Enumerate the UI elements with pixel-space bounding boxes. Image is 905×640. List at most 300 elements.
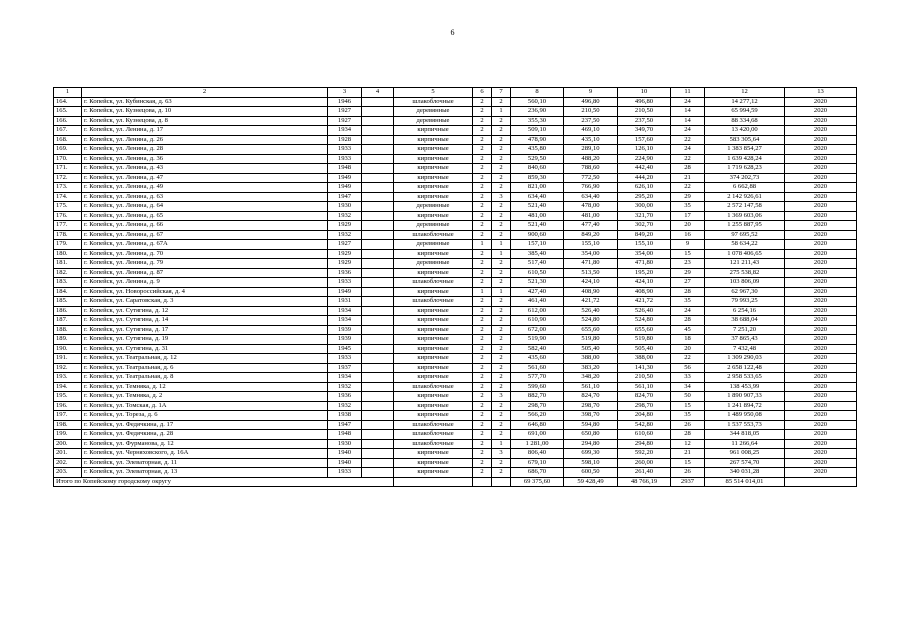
cell-total-area: 461,40 bbox=[511, 297, 564, 307]
cell-address: г. Копейск, ул. Элеваторная, д. 11 bbox=[82, 458, 328, 468]
cell-residents: 45 bbox=[671, 325, 705, 335]
cell-residents: 16 bbox=[671, 230, 705, 240]
cell-cost: 2 572 147,58 bbox=[705, 202, 785, 212]
cell-cost: 374 202,73 bbox=[705, 173, 785, 183]
column-header: 12 bbox=[705, 88, 785, 98]
cell-year-planned: 2020 bbox=[785, 363, 857, 373]
total-area-sum: 69 375,60 bbox=[511, 477, 564, 487]
cell-year-built: 1938 bbox=[328, 411, 362, 421]
cell-entrances: 2 bbox=[492, 145, 511, 155]
cell-year-built: 1933 bbox=[328, 154, 362, 164]
cell-row-number: 169. bbox=[54, 145, 82, 155]
cell-year-planned: 2020 bbox=[785, 439, 857, 449]
cell-year-planned: 2020 bbox=[785, 382, 857, 392]
cell-cost: 2 142 926,61 bbox=[705, 192, 785, 202]
cell-floors: 2 bbox=[473, 382, 492, 392]
cell-residents: 14 bbox=[671, 107, 705, 117]
cell-year-planned: 2020 bbox=[785, 411, 857, 421]
cell-entrances: 2 bbox=[492, 183, 511, 193]
cell-entrances: 2 bbox=[492, 278, 511, 288]
cell-wall-material: кирпичные bbox=[394, 325, 473, 335]
cell-col-4 bbox=[362, 335, 394, 345]
cell-living-area: 294,80 bbox=[564, 439, 618, 449]
cell-cost: 1 255 887,95 bbox=[705, 221, 785, 231]
table-row bbox=[54, 259, 857, 269]
cell-living-area: 594,80 bbox=[564, 420, 618, 430]
cell-cost: 138 453,99 bbox=[705, 382, 785, 392]
cell-residents: 15 bbox=[671, 458, 705, 468]
cell-year-planned: 2020 bbox=[785, 430, 857, 440]
cell-residents: 26 bbox=[671, 468, 705, 478]
cell-living-area: 421,72 bbox=[564, 297, 618, 307]
cell-entrances: 2 bbox=[492, 401, 511, 411]
cell-residential-area: 155,10 bbox=[618, 240, 671, 250]
cell-residential-area: 261,40 bbox=[618, 468, 671, 478]
cell-wall-material: деревянные bbox=[394, 240, 473, 250]
cell-row-number: 179. bbox=[54, 240, 82, 250]
cell-year-built: 1933 bbox=[328, 278, 362, 288]
cell-row-number: 192. bbox=[54, 363, 82, 373]
cell-year-built: 1929 bbox=[328, 221, 362, 231]
cell-wall-material: кирпичные bbox=[394, 344, 473, 354]
table-row bbox=[54, 278, 857, 288]
table-row bbox=[54, 411, 857, 421]
table-row bbox=[54, 439, 857, 449]
cell-row-number: 168. bbox=[54, 135, 82, 145]
cell-row-number: 185. bbox=[54, 297, 82, 307]
cell-residents: 24 bbox=[671, 97, 705, 107]
cell-year-built: 1934 bbox=[328, 306, 362, 316]
table-row bbox=[54, 401, 857, 411]
cell-living-area: 354,00 bbox=[564, 249, 618, 259]
cell-entrances: 2 bbox=[492, 154, 511, 164]
cell-cost: 583 305,64 bbox=[705, 135, 785, 145]
cell-year-built: 1949 bbox=[328, 173, 362, 183]
cell-living-area: 655,60 bbox=[564, 325, 618, 335]
cell-col-4 bbox=[362, 221, 394, 231]
cell-residential-area: 300,00 bbox=[618, 202, 671, 212]
cell-residential-area: 302,70 bbox=[618, 221, 671, 231]
cell-total-area: 481,00 bbox=[511, 211, 564, 221]
cell-residents: 9 bbox=[671, 240, 705, 250]
cell-year-built: 1933 bbox=[328, 145, 362, 155]
cell-entrances: 2 bbox=[492, 202, 511, 212]
cell-address: г. Копейск, ул. Ленина, д. 63 bbox=[82, 192, 328, 202]
cell-year-planned: 2020 bbox=[785, 173, 857, 183]
cell-residents: 29 bbox=[671, 192, 705, 202]
cell-col-4 bbox=[362, 449, 394, 459]
cell-address: г. Копейск, ул. Новороссийская, д. 4 bbox=[82, 287, 328, 297]
cell-living-area: 237,50 bbox=[564, 116, 618, 126]
cell-residential-area: 354,00 bbox=[618, 249, 671, 259]
cell-entrances: 2 bbox=[492, 420, 511, 430]
cell-total-area: 236,90 bbox=[511, 107, 564, 117]
cell-wall-material: кирпичные bbox=[394, 287, 473, 297]
cell-total-area: 686,70 bbox=[511, 468, 564, 478]
cell-residential-area: 424,10 bbox=[618, 278, 671, 288]
cell-row-number: 198. bbox=[54, 420, 82, 430]
cell-total-area: 691,00 bbox=[511, 430, 564, 440]
cell-entrances: 2 bbox=[492, 354, 511, 364]
cell-entrances: 2 bbox=[492, 458, 511, 468]
cell-year-built: 1930 bbox=[328, 202, 362, 212]
cell-row-number: 186. bbox=[54, 306, 82, 316]
cell-year-planned: 2020 bbox=[785, 325, 857, 335]
table-row bbox=[54, 354, 857, 364]
cell-residential-area: 524,80 bbox=[618, 316, 671, 326]
cell-col-4 bbox=[362, 135, 394, 145]
cell-col-4 bbox=[362, 126, 394, 136]
cell-living-area: 824,70 bbox=[564, 392, 618, 402]
cell-entrances: 2 bbox=[492, 382, 511, 392]
cell-living-area: 788,60 bbox=[564, 164, 618, 174]
cell-residents: 24 bbox=[671, 306, 705, 316]
cell-year-built: 1932 bbox=[328, 382, 362, 392]
page-number: 6 bbox=[450, 28, 455, 37]
cell-address: г. Копейск, ул. Ленина, д. 66 bbox=[82, 221, 328, 231]
cell-cost: 7 432,48 bbox=[705, 344, 785, 354]
column-header: 3 bbox=[328, 88, 362, 98]
cell-year-planned: 2020 bbox=[785, 449, 857, 459]
cell-residents: 17 bbox=[671, 211, 705, 221]
cell-floors: 2 bbox=[473, 135, 492, 145]
cell-floors: 2 bbox=[473, 430, 492, 440]
cell-year-planned: 2020 bbox=[785, 420, 857, 430]
cell-year-planned: 2020 bbox=[785, 401, 857, 411]
cell-address: г. Копейск, ул. Ленина, д. 87 bbox=[82, 268, 328, 278]
column-header: 6 bbox=[473, 88, 492, 98]
cell-wall-material: кирпичные bbox=[394, 306, 473, 316]
cell-entrances: 2 bbox=[492, 335, 511, 345]
cell-year-built: 1936 bbox=[328, 268, 362, 278]
cell-residential-area: 224,90 bbox=[618, 154, 671, 164]
cell-entrances: 2 bbox=[492, 221, 511, 231]
cell-cost: 2 658 122,48 bbox=[705, 363, 785, 373]
cell-total-area: 521,40 bbox=[511, 221, 564, 231]
cell-cost: 1 537 553,73 bbox=[705, 420, 785, 430]
cell-col-4 bbox=[362, 202, 394, 212]
cell-residential-area: 260,00 bbox=[618, 458, 671, 468]
cell-col-4 bbox=[362, 297, 394, 307]
table-row bbox=[54, 240, 857, 250]
cell-total-area: 509,10 bbox=[511, 126, 564, 136]
table-row bbox=[54, 97, 857, 107]
cell-address: г. Копейск, ул. Ленина, д. 64 bbox=[82, 202, 328, 212]
cell-floors: 2 bbox=[473, 373, 492, 383]
cell-year-built: 1934 bbox=[328, 126, 362, 136]
cell-year-built: 1928 bbox=[328, 135, 362, 145]
cell-entrances: 2 bbox=[492, 230, 511, 240]
cell-year-built: 1927 bbox=[328, 116, 362, 126]
cell-row-number: 180. bbox=[54, 249, 82, 259]
cell-year-planned: 2020 bbox=[785, 145, 857, 155]
cell-address: г. Копейск, ул. Сутягина, д. 12 bbox=[82, 306, 328, 316]
cell-residential-area: 561,10 bbox=[618, 382, 671, 392]
cell-floors: 2 bbox=[473, 145, 492, 155]
cell-floors: 2 bbox=[473, 268, 492, 278]
cell-total-area: 646,80 bbox=[511, 420, 564, 430]
cell-total-area: 610,50 bbox=[511, 268, 564, 278]
cell-cost: 267 574,70 bbox=[705, 458, 785, 468]
cell-wall-material: шлакоблочные bbox=[394, 382, 473, 392]
cell-residents: 35 bbox=[671, 297, 705, 307]
table-row bbox=[54, 154, 857, 164]
table-row bbox=[54, 249, 857, 259]
cell-living-area: 488,20 bbox=[564, 154, 618, 164]
cell-total-area: 435,80 bbox=[511, 145, 564, 155]
cell-address: г. Копейск, ул. Сутягина, д. 31 bbox=[82, 344, 328, 354]
cell-address: г. Копейск, ул. Сутягина, д. 19 bbox=[82, 335, 328, 345]
cell-row-number: 176. bbox=[54, 211, 82, 221]
cell-cost: 1 890 907,33 bbox=[705, 392, 785, 402]
cell-row-number: 184. bbox=[54, 287, 82, 297]
cell-address: г. Копейск, ул. Театральная, д. 6 bbox=[82, 363, 328, 373]
cell-entrances: 2 bbox=[492, 116, 511, 126]
cell-total-area: 529,50 bbox=[511, 154, 564, 164]
cell-living-area: 561,10 bbox=[564, 382, 618, 392]
cell-cost: 65 994,59 bbox=[705, 107, 785, 117]
cell-wall-material: шлакоблочные bbox=[394, 278, 473, 288]
cell-wall-material: деревянные bbox=[394, 107, 473, 117]
cell-residential-area: 655,60 bbox=[618, 325, 671, 335]
cell-residents: 24 bbox=[671, 145, 705, 155]
cell-entrances: 2 bbox=[492, 468, 511, 478]
cell-living-area: 398,70 bbox=[564, 411, 618, 421]
table-row bbox=[54, 344, 857, 354]
cell-floors: 2 bbox=[473, 325, 492, 335]
cell-col-4 bbox=[362, 164, 394, 174]
cell-year-planned: 2020 bbox=[785, 107, 857, 117]
cell-entrances: 2 bbox=[492, 325, 511, 335]
cell-floors: 2 bbox=[473, 411, 492, 421]
cell-address: г. Копейск, ул. Элеваторная, д. 13 bbox=[82, 468, 328, 478]
total-row bbox=[54, 477, 857, 487]
cell-cost: 2 958 533,65 bbox=[705, 373, 785, 383]
cell-col-4 bbox=[362, 439, 394, 449]
cell-residents: 56 bbox=[671, 363, 705, 373]
cell-total-area: 521,40 bbox=[511, 202, 564, 212]
cell-residents: 21 bbox=[671, 173, 705, 183]
table-row bbox=[54, 135, 857, 145]
cell-year-built: 1948 bbox=[328, 430, 362, 440]
cell-living-area: 524,80 bbox=[564, 316, 618, 326]
cell-residential-area: 195,20 bbox=[618, 268, 671, 278]
cell-residential-area: 388,00 bbox=[618, 354, 671, 364]
cell-year-planned: 2020 bbox=[785, 297, 857, 307]
cell-living-area: 481,00 bbox=[564, 211, 618, 221]
cell-residents: 35 bbox=[671, 202, 705, 212]
table-row bbox=[54, 316, 857, 326]
cell-residents: 26 bbox=[671, 420, 705, 430]
cell-col-4 bbox=[362, 249, 394, 259]
cell-entrances: 2 bbox=[492, 430, 511, 440]
cell-residential-area: 157,60 bbox=[618, 135, 671, 145]
cell-year-planned: 2020 bbox=[785, 468, 857, 478]
cell-residential-area: 204,80 bbox=[618, 411, 671, 421]
cell-residential-area: 519,80 bbox=[618, 335, 671, 345]
cell-cost: 7 251,20 bbox=[705, 325, 785, 335]
cell-total-area: 517,40 bbox=[511, 259, 564, 269]
cell-total-area: 679,10 bbox=[511, 458, 564, 468]
cell-cost: 13 420,00 bbox=[705, 126, 785, 136]
cell-wall-material: кирпичные bbox=[394, 468, 473, 478]
cell-cost: 37 865,43 bbox=[705, 335, 785, 345]
cell-row-number: 183. bbox=[54, 278, 82, 288]
cell-wall-material: кирпичные bbox=[394, 211, 473, 221]
cell-entrances: 1 bbox=[492, 107, 511, 117]
cell-wall-material: кирпичные bbox=[394, 458, 473, 468]
cell-entrances: 1 bbox=[492, 439, 511, 449]
cell-total-area: 427,40 bbox=[511, 287, 564, 297]
cell-living-area: 469,10 bbox=[564, 126, 618, 136]
cell-total-area: 612,00 bbox=[511, 306, 564, 316]
total-label: Итого по Копейскому городскому округу bbox=[54, 477, 394, 487]
cell-living-area: 435,10 bbox=[564, 135, 618, 145]
cell-year-planned: 2020 bbox=[785, 373, 857, 383]
cell-address: г. Копейск, ул. Ленина, д. 65 bbox=[82, 211, 328, 221]
cell-residents: 24 bbox=[671, 126, 705, 136]
cell-residents: 34 bbox=[671, 382, 705, 392]
cell-wall-material: кирпичные bbox=[394, 268, 473, 278]
cell-col-4 bbox=[362, 392, 394, 402]
cell-col-4 bbox=[362, 306, 394, 316]
cell-year-built: 1949 bbox=[328, 183, 362, 193]
cell-floors: 2 bbox=[473, 192, 492, 202]
cell-wall-material: кирпичные bbox=[394, 173, 473, 183]
cell-year-built: 1948 bbox=[328, 164, 362, 174]
cell-year-planned: 2020 bbox=[785, 116, 857, 126]
cell-address: г. Копейск, ул. Сутягина, д. 14 bbox=[82, 316, 328, 326]
table-row bbox=[54, 145, 857, 155]
cell-total-area: 157,10 bbox=[511, 240, 564, 250]
cell-year-built: 1927 bbox=[328, 107, 362, 117]
cell-cost: 340 031,28 bbox=[705, 468, 785, 478]
cell-wall-material: кирпичные bbox=[394, 373, 473, 383]
cell-row-number: 175. bbox=[54, 202, 82, 212]
cell-residential-area: 210,50 bbox=[618, 107, 671, 117]
cell-entrances: 1 bbox=[492, 287, 511, 297]
cell-residents: 35 bbox=[671, 411, 705, 421]
cell-residential-area: 471,80 bbox=[618, 259, 671, 269]
cell-col-4 bbox=[362, 382, 394, 392]
cell-living-area: 526,40 bbox=[564, 306, 618, 316]
cell-address: г. Копейск, ул. Темняка, д. 12 bbox=[82, 382, 328, 392]
cell-wall-material: кирпичные bbox=[394, 363, 473, 373]
cell-cost: 1 309 290,03 bbox=[705, 354, 785, 364]
table-row bbox=[54, 297, 857, 307]
cell-entrances: 3 bbox=[492, 392, 511, 402]
cell-year-planned: 2020 bbox=[785, 335, 857, 345]
cell-residents: 50 bbox=[671, 392, 705, 402]
cell-wall-material: шлакоблочные bbox=[394, 297, 473, 307]
cell-wall-material: кирпичные bbox=[394, 392, 473, 402]
cell-floors: 2 bbox=[473, 420, 492, 430]
cell-address: г. Копейск, ул. Федячкина, д. 28 bbox=[82, 430, 328, 440]
cell-floors: 2 bbox=[473, 392, 492, 402]
cell-col-4 bbox=[362, 373, 394, 383]
cell-residential-area: 496,80 bbox=[618, 97, 671, 107]
cell-entrances: 3 bbox=[492, 449, 511, 459]
cell-floors: 2 bbox=[473, 230, 492, 240]
cell-floors: 2 bbox=[473, 221, 492, 231]
cell-living-area: 519,80 bbox=[564, 335, 618, 345]
cell-residential-area: 237,50 bbox=[618, 116, 671, 126]
cell-floors: 2 bbox=[473, 116, 492, 126]
cell-row-number: 181. bbox=[54, 259, 82, 269]
cell-wall-material: кирпичные bbox=[394, 164, 473, 174]
cell-residential-area: 444,20 bbox=[618, 173, 671, 183]
cell-floors: 2 bbox=[473, 316, 492, 326]
cell-entrances: 2 bbox=[492, 306, 511, 316]
cell-wall-material: деревянные bbox=[394, 116, 473, 126]
cell-address: г. Копейск, ул. Ленина, д. 70 bbox=[82, 249, 328, 259]
cell-wall-material: шлакоблочные bbox=[394, 420, 473, 430]
cell-floors: 2 bbox=[473, 164, 492, 174]
cell-year-planned: 2020 bbox=[785, 164, 857, 174]
cell-address: г. Копейск, ул. Ленина, д. 79 bbox=[82, 259, 328, 269]
cell-residential-area: 626,10 bbox=[618, 183, 671, 193]
cell-row-number: 173. bbox=[54, 183, 82, 193]
cell-row-number: 195. bbox=[54, 392, 82, 402]
cell-wall-material: кирпичные bbox=[394, 354, 473, 364]
cell-residential-area: 526,40 bbox=[618, 306, 671, 316]
cell-total-area: 900,60 bbox=[511, 230, 564, 240]
cell-residential-area: 849,20 bbox=[618, 230, 671, 240]
cell-total-area: 519,90 bbox=[511, 335, 564, 345]
cell-year-built: 1947 bbox=[328, 192, 362, 202]
cell-total-area: 859,30 bbox=[511, 173, 564, 183]
cell-wall-material: кирпичные bbox=[394, 449, 473, 459]
cell-col-4 bbox=[362, 240, 394, 250]
cell-residential-area: 505,40 bbox=[618, 344, 671, 354]
cell-row-number: 172. bbox=[54, 173, 82, 183]
cell-cost: 121 211,43 bbox=[705, 259, 785, 269]
cell-total-area: 599,60 bbox=[511, 382, 564, 392]
cell-residents: 20 bbox=[671, 221, 705, 231]
cell-floors: 2 bbox=[473, 468, 492, 478]
table-row bbox=[54, 287, 857, 297]
cell-address: г. Копейск, ул. Саратовская, д. 3 bbox=[82, 297, 328, 307]
cell-wall-material: кирпичные bbox=[394, 154, 473, 164]
cell-row-number: 167. bbox=[54, 126, 82, 136]
cell-wall-material: шлакоблочные bbox=[394, 439, 473, 449]
cell-total-area: 577,70 bbox=[511, 373, 564, 383]
cell-year-built: 1929 bbox=[328, 259, 362, 269]
cell-residential-area: 298,70 bbox=[618, 401, 671, 411]
cell-cost: 58 634,22 bbox=[705, 240, 785, 250]
cell-address: г. Копейск, ул. Тореза, д. 6 bbox=[82, 411, 328, 421]
cell-total-area: 882,70 bbox=[511, 392, 564, 402]
cell-living-area: 383,20 bbox=[564, 363, 618, 373]
column-header: 11 bbox=[671, 88, 705, 98]
cell-cost: 38 688,04 bbox=[705, 316, 785, 326]
cell-year-built: 1937 bbox=[328, 363, 362, 373]
cell-year-built: 1929 bbox=[328, 249, 362, 259]
table-row bbox=[54, 173, 857, 183]
cell-floors: 2 bbox=[473, 211, 492, 221]
cell-year-planned: 2020 bbox=[785, 230, 857, 240]
cell-row-number: 203. bbox=[54, 468, 82, 478]
cell-row-number: 171. bbox=[54, 164, 82, 174]
cell-address: г. Копейск, ул. Театральная, д. 12 bbox=[82, 354, 328, 364]
cell-residential-area: 408,90 bbox=[618, 287, 671, 297]
cell-living-area: 496,80 bbox=[564, 97, 618, 107]
cell-living-area: 478,00 bbox=[564, 202, 618, 212]
cell-residents: 12 bbox=[671, 439, 705, 449]
cell-living-area: 210,50 bbox=[564, 107, 618, 117]
cell-wall-material: шлакоблочные bbox=[394, 430, 473, 440]
cell-total-area: 634,40 bbox=[511, 192, 564, 202]
